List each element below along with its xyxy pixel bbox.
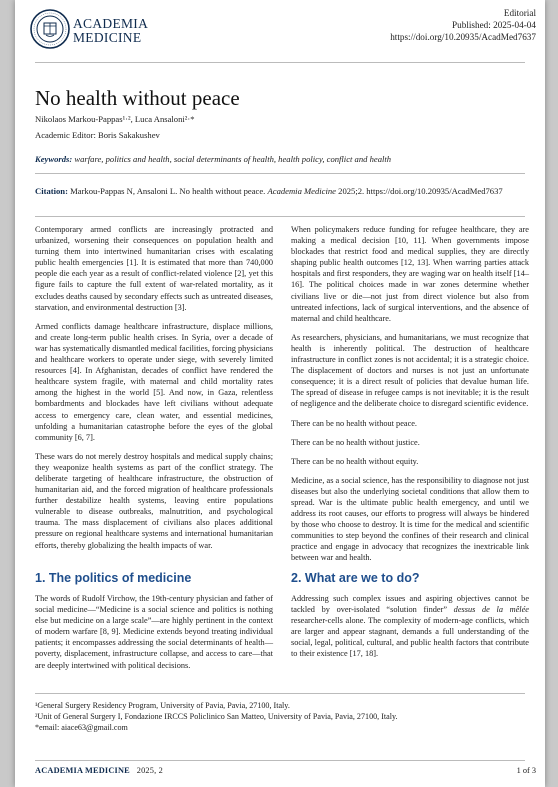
paper-page	[15, 0, 545, 787]
footer-year: 2025, 2	[136, 766, 164, 775]
keywords-divider	[35, 173, 525, 174]
section-2-text-a: Addressing such complex issues and aspiring objectives cannot be tackled by over-isolated “solution finder”	[291, 594, 529, 615]
keywords-text: warfare, politics and health, social determinants of health, health policy, conflict and health	[74, 154, 392, 164]
paragraph: Armed conflicts damage healthcare infrastructure, displace millions, and create long-term public health crises. In Syria, over a decade of war has systematically dismantled medical facilities, forcing physicians and healthcare workers to operate under siege, with severely limited resources [4]. In Afghanistan, decades of conflict have rendered the healthcare system fragile, with maternal and child mortality rates among the highest in the world [5]. And now, in Gaza, relentless bombardments and blockades have left civilians without adequate access to emergency care, clean water, and essential medicines, unfolding a humanitarian catastrophe before the eyes of the global community [6, 7].	[35, 321, 273, 442]
section-heading-1: 1. The politics of medicine	[35, 571, 192, 585]
section-1-body	[35, 593, 273, 679]
academic-editor: Academic Editor: Boris Sakakushev	[35, 130, 160, 140]
paragraph: As researchers, physicians, and humanitarians, we must recognize that health is inherently political. The destruction of healthcare infrastructure in conflict zones is not accidental; it is a strategic choice. The displacement of doctors and nurses is not just an unfortunate consequence; it is a direct result of policies that devalue human life. The spread of disease in refugee camps is not inevitable; it is the result of negligence and the deliberate choice to disregard scientific evidence.	[291, 332, 529, 409]
author-list: Nikolaos Markou-Pappas¹·², Luca Ansaloni²·*	[35, 114, 195, 124]
corresponding-email[interactable]: *email: aiace63@gmail.com	[35, 723, 128, 732]
paragraph: There can be no health without peace.	[291, 418, 418, 428]
citation-divider	[35, 216, 525, 217]
left-column	[35, 224, 273, 559]
keywords-label: Keywords:	[35, 154, 73, 164]
paragraph	[291, 593, 529, 660]
affiliation-1: ¹General Surgery Residency Program, University of Pavia, Pavia, 27100, Italy.	[35, 701, 290, 710]
footnotes	[35, 700, 525, 733]
footer-journal: ACADEMIA MEDICINE	[35, 766, 130, 775]
section-heading-2: 2. What are we to do?	[291, 571, 420, 585]
journal-name-line2: MEDICINE	[73, 30, 142, 45]
doi-link[interactable]: https://doi.org/10.20935/AcadMed7637	[390, 32, 536, 42]
paragraph: Medicine, as a social science, has the responsibility to diagnose not just diseases but also the underlying societal conditions that allow them to spread. War is the ultimate public health emergency, and until we address its root causes, our efforts to progress will always be hindered by those who choose to destroy. It is time for the medical and scientific communities to step beyond the confines of their research and clinical practice and engage in advocacy that recognizes the inextricable link between war and health.	[291, 475, 529, 563]
page-number: 1 of 3	[516, 766, 536, 775]
citation-tail[interactable]: 2025;2. https://doi.org/10.20935/AcadMed7637	[338, 186, 503, 196]
section-2-text-b: researcher-cells alone. The complexity of modern-age conflicts, which are larger and appear stagnant, demands a full understanding of the social, legal, political, cultural, and public health factors that contribute to their existence [17, 18].	[291, 616, 529, 659]
citation-label: Citation:	[35, 186, 68, 196]
citation-journal: Academia Medicine	[267, 186, 336, 196]
paragraph: The words of Rudolf Virchow, the 19th-century physician and father of social medicine—“Medicine is a social science and politics is nothing else but medicine on a large scale”—are highly pertinent in the context of modern warfare [8, 9]. Medicine extends beyond treating individual patients; it encompasses addressing the social determinants of health—poverty, displacement, infrastructure collapse, and access to care—that are deeply intertwined with political decisions.	[35, 594, 273, 670]
article-title: No health without peace	[35, 86, 240, 110]
paragraph: Contemporary armed conflicts are increasingly protracted and urbanized, worsening their consequences on population health and turning them into intertwined humanitarian crises with escalating public health emergencies [1]. It is estimated that more than 740,000 people die each year as a result of conflict-related violence [2], yet this figure fails to capture the full extent of war-related mortality, as it excludes deaths caused by secondary effects such as untreated diseases, starvation, and environmental destruction [3].	[35, 225, 273, 312]
footnote-divider	[35, 693, 525, 694]
section-2-body	[291, 593, 529, 668]
footer-divider	[35, 760, 525, 761]
header-divider	[35, 62, 525, 63]
paragraph: These wars do not merely destroy hospitals and medical supply chains; they weaponize health systems as part of the conflict strategy. The deliberate targeting of healthcare infrastructure, the obstruction of humanitarian aid, and the forced migration of healthcare professionals further destabilize health systems, leaving entire populations vulnerable to disease outbreaks, malnutrition, and psychological trauma. The mass displacement of civilians also places additional pressure on regional healthcare systems and international humanitarian efforts, thereby globalizing the health impacts of war.	[35, 451, 273, 550]
academia-seal-icon	[30, 9, 70, 49]
article-type: Editorial	[503, 8, 536, 18]
affiliation-2: ²Unit of General Surgery I, Fondazione IRCCS Policlinico San Matteo, University of Pavia, Pavia, 27100, Italy.	[35, 712, 398, 721]
paragraph: There can be no health without equity.	[291, 456, 419, 466]
published-date: Published: 2025-04-04	[452, 20, 536, 30]
right-column	[291, 224, 529, 572]
journal-brand	[73, 17, 148, 45]
citation-text: Markou-Pappas N, Ansaloni L. No health without peace.	[70, 186, 266, 196]
journal-name-line1: ACADEMIA	[73, 16, 149, 31]
article-meta	[390, 7, 536, 43]
paragraph: There can be no health without justice.	[291, 437, 420, 447]
citation	[35, 186, 525, 198]
paragraph: When policymakers reduce funding for refugee healthcare, they are making a medical decision [10, 11]. When governments impose blockades that restrict food and medical supplies, they are directly shaping public health outcomes [12, 13]. When warring parties attack hospitals and first responders, they are waging war on health itself [14–16]. The political choices made in war zones determine whether civilians live or die—not just from direct violence but also from untreated infections, lack of surgical interventions, and the absence of maternal and child healthcare.	[291, 225, 529, 323]
section-2-italic: dessus de la mêlée	[453, 605, 529, 615]
page-footer	[35, 766, 163, 775]
keywords	[35, 154, 525, 164]
